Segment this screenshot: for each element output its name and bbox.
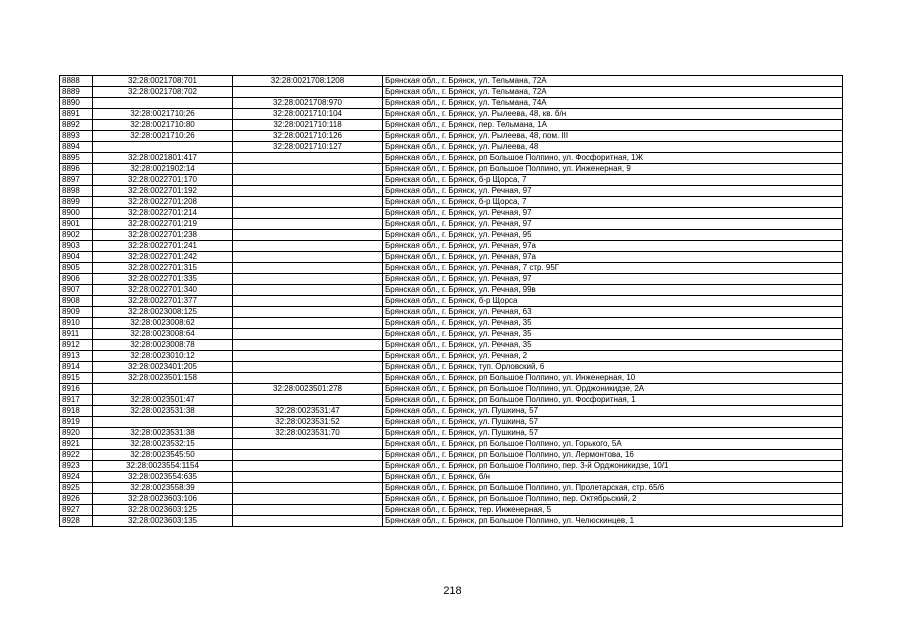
cadastral-number-parcel: 32:28:0023545:50 bbox=[93, 450, 233, 461]
table-row bbox=[60, 307, 843, 318]
table-row bbox=[60, 439, 843, 450]
address: Брянская обл., г. Брянск, ул. Речная, 99в bbox=[383, 285, 843, 296]
address: Брянская обл., г. Брянск, рп Большое Полпино, ул. Фосфоритная, 1 bbox=[383, 395, 843, 406]
cadastral-number-parcel: 32:28:0023531:38 bbox=[93, 406, 233, 417]
address: Брянская обл., г. Брянск, рп Большое Полпино, ул. Пролетарская, стр. 65/6 bbox=[383, 483, 843, 494]
table-row bbox=[60, 98, 843, 109]
row-number: 8891 bbox=[60, 109, 93, 120]
cadastral-number-parcel: 32:28:0023558:39 bbox=[93, 483, 233, 494]
address: Брянская обл., г. Брянск, рп Большое Полпино, ул. Орджоникидзе, 2А bbox=[383, 384, 843, 395]
cadastral-number-building bbox=[233, 263, 383, 274]
table-row bbox=[60, 274, 843, 285]
cadastral-number-building: 32:28:0021710:127 bbox=[233, 142, 383, 153]
table-row bbox=[60, 461, 843, 472]
table-row bbox=[60, 384, 843, 395]
cadastral-number-parcel: 32:28:0022701:208 bbox=[93, 197, 233, 208]
cadastral-number-parcel: 32:28:0023603:106 bbox=[93, 494, 233, 505]
table-row bbox=[60, 208, 843, 219]
cadastral-number-parcel bbox=[93, 142, 233, 153]
cadastral-number-parcel: 32:28:0022701:238 bbox=[93, 230, 233, 241]
address: Брянская обл., г. Брянск, ул. Речная, 95 bbox=[383, 230, 843, 241]
table-row bbox=[60, 483, 843, 494]
cadastral-number-parcel: 32:28:0023531:38 bbox=[93, 428, 233, 439]
address: Брянская обл., г. Брянск, ул. Речная, 97 bbox=[383, 274, 843, 285]
row-number: 8889 bbox=[60, 87, 93, 98]
cadastral-number-parcel: 32:28:0023603:135 bbox=[93, 516, 233, 527]
table-row bbox=[60, 318, 843, 329]
table-row bbox=[60, 406, 843, 417]
row-number: 8905 bbox=[60, 263, 93, 274]
table-row bbox=[60, 505, 843, 516]
row-number: 8921 bbox=[60, 439, 93, 450]
cadastral-number-parcel: 32:28:0021708:701 bbox=[93, 76, 233, 87]
table-row bbox=[60, 285, 843, 296]
cadastral-number-parcel: 32:28:0022701:377 bbox=[93, 296, 233, 307]
row-number: 8911 bbox=[60, 329, 93, 340]
table-row bbox=[60, 296, 843, 307]
table-row bbox=[60, 263, 843, 274]
table-row bbox=[60, 417, 843, 428]
row-number: 8919 bbox=[60, 417, 93, 428]
row-number: 8910 bbox=[60, 318, 93, 329]
table-row bbox=[60, 87, 843, 98]
cadastral-number-parcel: 32:28:0023603:125 bbox=[93, 505, 233, 516]
cadastral-number-parcel: 32:28:0022701:192 bbox=[93, 186, 233, 197]
cadastral-number-building bbox=[233, 505, 383, 516]
cadastral-number-parcel: 32:28:0021710:26 bbox=[93, 131, 233, 142]
cadastral-number-building: 32:28:0021710:118 bbox=[233, 120, 383, 131]
address: Брянская обл., г. Брянск, рп Большое Полпино, пер. Октябрьский, 2 bbox=[383, 494, 843, 505]
cadastral-number-parcel: 32:28:0022701:214 bbox=[93, 208, 233, 219]
address: Брянская обл., г. Брянск, ул. Рылеева, 48 bbox=[383, 142, 843, 153]
table-row bbox=[60, 219, 843, 230]
table-row bbox=[60, 186, 843, 197]
cadastral-number-building bbox=[233, 494, 383, 505]
address: Брянская обл., г. Брянск, ул. Пушкина, 57 bbox=[383, 428, 843, 439]
cadastral-number-parcel: 32:28:0021710:80 bbox=[93, 120, 233, 131]
cadastral-number-parcel: 32:28:0021902:14 bbox=[93, 164, 233, 175]
address: Брянская обл., г. Брянск, рп Большое Полпино, ул. Лермонтова, 16 bbox=[383, 450, 843, 461]
cadastral-number-parcel: 32:28:0022701:340 bbox=[93, 285, 233, 296]
table-row bbox=[60, 175, 843, 186]
cadastral-number-building bbox=[233, 329, 383, 340]
address: Брянская обл., г. Брянск, ул. Рылеева, 48, пом. III bbox=[383, 131, 843, 142]
cadastral-number-building: 32:28:0023501:278 bbox=[233, 384, 383, 395]
row-number: 8897 bbox=[60, 175, 93, 186]
cadastral-number-building bbox=[233, 340, 383, 351]
cadastral-number-parcel: 32:28:0021710:26 bbox=[93, 109, 233, 120]
table-row bbox=[60, 340, 843, 351]
cadastral-number-parcel: 32:28:0023554:1154 bbox=[93, 461, 233, 472]
cadastral-number-parcel: 32:28:0023008:62 bbox=[93, 318, 233, 329]
address: Брянская обл., г. Брянск, рп Большое Полпино, ул. Фосфоритная, 1Ж bbox=[383, 153, 843, 164]
row-number: 8912 bbox=[60, 340, 93, 351]
cadastral-number-parcel: 32:28:0022701:219 bbox=[93, 219, 233, 230]
table-row bbox=[60, 472, 843, 483]
cadastral-number-building bbox=[233, 175, 383, 186]
cadastral-number-parcel bbox=[93, 98, 233, 109]
row-number: 8898 bbox=[60, 186, 93, 197]
row-number: 8900 bbox=[60, 208, 93, 219]
row-number: 8923 bbox=[60, 461, 93, 472]
cadastral-number-parcel: 32:28:0022701:242 bbox=[93, 252, 233, 263]
address: Брянская обл., г. Брянск, ул. Тельмана, 74А bbox=[383, 98, 843, 109]
row-number: 8918 bbox=[60, 406, 93, 417]
cadastral-number-building bbox=[233, 274, 383, 285]
row-number: 8890 bbox=[60, 98, 93, 109]
row-number: 8922 bbox=[60, 450, 93, 461]
address: Брянская обл., г. Брянск, ул. Речная, 7 стр. 95Г bbox=[383, 263, 843, 274]
address: Брянская обл., г. Брянск, ул. Речная, 2 bbox=[383, 351, 843, 362]
address: Брянская обл., г. Брянск, ул. Речная, 35 bbox=[383, 340, 843, 351]
cadastral-number-parcel: 32:28:0023532:15 bbox=[93, 439, 233, 450]
address: Брянская обл., г. Брянск, ул. Речная, 97 bbox=[383, 186, 843, 197]
row-number: 8927 bbox=[60, 505, 93, 516]
cadastral-number-building bbox=[233, 318, 383, 329]
table-row bbox=[60, 450, 843, 461]
row-number: 8920 bbox=[60, 428, 93, 439]
row-number: 8928 bbox=[60, 516, 93, 527]
cadastral-number-parcel: 32:28:0023008:125 bbox=[93, 307, 233, 318]
cadastral-number-building bbox=[233, 450, 383, 461]
row-number: 8892 bbox=[60, 120, 93, 131]
table-row bbox=[60, 395, 843, 406]
row-number: 8908 bbox=[60, 296, 93, 307]
address: Брянская обл., г. Брянск, рп Большое Полпино, ул. Инженерная, 9 bbox=[383, 164, 843, 175]
address: Брянская обл., г. Брянск, ул. Рылеева, 48, кв. б/н bbox=[383, 109, 843, 120]
row-number: 8914 bbox=[60, 362, 93, 373]
row-number: 8896 bbox=[60, 164, 93, 175]
cadastral-number-building bbox=[233, 296, 383, 307]
cadastral-number-building bbox=[233, 252, 383, 263]
row-number: 8904 bbox=[60, 252, 93, 263]
cadastral-number-parcel: 32:28:0023008:64 bbox=[93, 329, 233, 340]
cadastral-number-building bbox=[233, 219, 383, 230]
table-row bbox=[60, 153, 843, 164]
row-number: 8915 bbox=[60, 373, 93, 384]
table-row bbox=[60, 76, 843, 87]
cadastral-number-building: 32:28:0021710:104 bbox=[233, 109, 383, 120]
address: Брянская обл., г. Брянск, б/н bbox=[383, 472, 843, 483]
address: Брянская обл., г. Брянск, ул. Речная, 35 bbox=[383, 318, 843, 329]
cadastral-number-building bbox=[233, 395, 383, 406]
cadastral-number-building bbox=[233, 197, 383, 208]
cadastral-number-building bbox=[233, 241, 383, 252]
table-row bbox=[60, 329, 843, 340]
cadastral-number-building bbox=[233, 439, 383, 450]
cadastral-number-parcel: 32:28:0023554:635 bbox=[93, 472, 233, 483]
cadastral-number-building bbox=[233, 208, 383, 219]
address: Брянская обл., г. Брянск, б-р Щорса bbox=[383, 296, 843, 307]
table-row bbox=[60, 351, 843, 362]
row-number: 8916 bbox=[60, 384, 93, 395]
cadastral-number-building: 32:28:0023531:52 bbox=[233, 417, 383, 428]
address: Брянская обл., г. Брянск, тер. Инженерная, 5 bbox=[383, 505, 843, 516]
cadastral-number-parcel: 32:28:0022701:241 bbox=[93, 241, 233, 252]
table-row bbox=[60, 109, 843, 120]
cadastral-number-parcel: 32:28:0023010:12 bbox=[93, 351, 233, 362]
table-row bbox=[60, 197, 843, 208]
cadastral-number-parcel bbox=[93, 417, 233, 428]
cadastral-number-building bbox=[233, 230, 383, 241]
row-number: 8906 bbox=[60, 274, 93, 285]
address: Брянская обл., г. Брянск, ул. Пушкина, 57 bbox=[383, 417, 843, 428]
address: Брянская обл., г. Брянск, рп Большое Полпино, ул. Горького, 5А bbox=[383, 439, 843, 450]
row-number: 8888 bbox=[60, 76, 93, 87]
cadastral-number-building: 32:28:0023531:70 bbox=[233, 428, 383, 439]
address: Брянская обл., г. Брянск, ул. Речная, 97а bbox=[383, 241, 843, 252]
cadastral-number-parcel: 32:28:0022701:315 bbox=[93, 263, 233, 274]
table-row bbox=[60, 494, 843, 505]
cadastral-number-parcel: 32:28:0021708:702 bbox=[93, 87, 233, 98]
cadastral-number-building: 32:28:0021708:970 bbox=[233, 98, 383, 109]
table-row bbox=[60, 241, 843, 252]
cadastral-number-building bbox=[233, 351, 383, 362]
address: Брянская обл., г. Брянск, ул. Речная, 63 bbox=[383, 307, 843, 318]
cadastral-number-parcel: 32:28:0023501:158 bbox=[93, 373, 233, 384]
row-number: 8901 bbox=[60, 219, 93, 230]
address: Брянская обл., г. Брянск, ул. Речная, 97а bbox=[383, 252, 843, 263]
cadastral-number-parcel: 32:28:0023401:205 bbox=[93, 362, 233, 373]
cadastral-number-building bbox=[233, 87, 383, 98]
row-number: 8899 bbox=[60, 197, 93, 208]
address: Брянская обл., г. Брянск, б-р Щорса, 7 bbox=[383, 197, 843, 208]
table-row bbox=[60, 362, 843, 373]
cadastral-number-parcel: 32:28:0022701:170 bbox=[93, 175, 233, 186]
page-number: 218 bbox=[443, 585, 462, 597]
cadastral-number-building bbox=[233, 362, 383, 373]
cadastral-number-building bbox=[233, 285, 383, 296]
cadastral-number-building: 32:28:0021710:126 bbox=[233, 131, 383, 142]
table-row bbox=[60, 252, 843, 263]
table-row bbox=[60, 120, 843, 131]
table-row bbox=[60, 373, 843, 384]
row-number: 8903 bbox=[60, 241, 93, 252]
cadastral-number-parcel: 32:28:0023008:78 bbox=[93, 340, 233, 351]
table-row bbox=[60, 164, 843, 175]
cadastral-number-building bbox=[233, 483, 383, 494]
address: Брянская обл., г. Брянск, пер. Тельмана, 1А bbox=[383, 120, 843, 131]
address: Брянская обл., г. Брянск, б-р Щорса, 7 bbox=[383, 175, 843, 186]
address: Брянская обл., г. Брянск, туп. Орловский, 6 bbox=[383, 362, 843, 373]
cadastral-number-building bbox=[233, 307, 383, 318]
cadastral-number-building bbox=[233, 164, 383, 175]
row-number: 8924 bbox=[60, 472, 93, 483]
table-row bbox=[60, 230, 843, 241]
cadastral-number-building bbox=[233, 153, 383, 164]
cadastral-number-building bbox=[233, 516, 383, 527]
row-number: 8925 bbox=[60, 483, 93, 494]
row-number: 8917 bbox=[60, 395, 93, 406]
cadastral-number-building bbox=[233, 186, 383, 197]
address: Брянская обл., г. Брянск, ул. Речная, 97 bbox=[383, 208, 843, 219]
row-number: 8909 bbox=[60, 307, 93, 318]
address: Брянская обл., г. Брянск, ул. Тельмана, 72А bbox=[383, 87, 843, 98]
row-number: 8907 bbox=[60, 285, 93, 296]
row-number: 8913 bbox=[60, 351, 93, 362]
address: Брянская обл., г. Брянск, рп Большое Полпино, ул. Челюскинцев, 1 bbox=[383, 516, 843, 527]
cadastral-number-parcel bbox=[93, 384, 233, 395]
address: Брянская обл., г. Брянск, рп Большое Полпино, пер. 3-й Орджоникидзе, 10/1 bbox=[383, 461, 843, 472]
cadastral-number-parcel: 32:28:0021801:417 bbox=[93, 153, 233, 164]
table-row bbox=[60, 428, 843, 439]
registry-table-body bbox=[60, 76, 843, 527]
cadastral-number-building: 32:28:0021708:1208 bbox=[233, 76, 383, 87]
row-number: 8893 bbox=[60, 131, 93, 142]
address: Брянская обл., г. Брянск, ул. Речная, 97 bbox=[383, 219, 843, 230]
cadastral-number-building bbox=[233, 461, 383, 472]
address: Брянская обл., г. Брянск, ул. Тельмана, 72А bbox=[383, 76, 843, 87]
row-number: 8895 bbox=[60, 153, 93, 164]
address: Брянская обл., г. Брянск, рп Большое Полпино, ул. Инженерная, 10 bbox=[383, 373, 843, 384]
table-row bbox=[60, 516, 843, 527]
cadastral-number-building bbox=[233, 373, 383, 384]
address: Брянская обл., г. Брянск, ул. Пушкина, 57 bbox=[383, 406, 843, 417]
cadastral-number-building: 32:28:0023531:47 bbox=[233, 406, 383, 417]
cadastral-number-building bbox=[233, 472, 383, 483]
address: Брянская обл., г. Брянск, ул. Речная, 35 bbox=[383, 329, 843, 340]
table-row bbox=[60, 131, 843, 142]
row-number: 8894 bbox=[60, 142, 93, 153]
row-number: 8902 bbox=[60, 230, 93, 241]
registry-table bbox=[59, 75, 843, 527]
row-number: 8926 bbox=[60, 494, 93, 505]
cadastral-number-parcel: 32:28:0023501:47 bbox=[93, 395, 233, 406]
cadastral-number-parcel: 32:28:0022701:335 bbox=[93, 274, 233, 285]
table-row bbox=[60, 142, 843, 153]
